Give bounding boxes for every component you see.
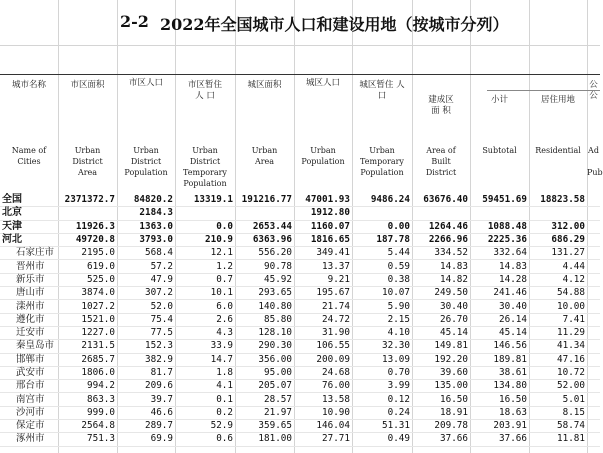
value-cell: 54.88 [529, 287, 587, 300]
value-cell: 18.91 [412, 406, 470, 419]
value-cell: 39.60 [412, 366, 470, 379]
value-cell: 2225.36 [470, 233, 529, 246]
value-cell: 84820.2 [117, 194, 175, 207]
value-cell: 131.27 [529, 247, 587, 260]
table-row [0, 340, 600, 353]
header-en-5: Urban Population [301, 146, 345, 166]
city-name-cell: 天津 [0, 220, 58, 233]
value-cell: 2685.7 [58, 353, 117, 366]
value-cell: 14.7 [175, 353, 235, 366]
header-en-4: Urban Area [251, 146, 278, 166]
value-cell: 18.63 [470, 406, 529, 419]
value-cell: 2653.44 [235, 220, 294, 233]
value-cell: 26.14 [470, 313, 529, 326]
value-cell-empty [587, 260, 600, 273]
table-row [0, 273, 600, 286]
table-row [0, 420, 600, 433]
value-cell: 356.00 [235, 353, 294, 366]
value-cell: 334.52 [412, 247, 470, 260]
value-cell: 200.09 [294, 353, 352, 366]
value-cell: 13.58 [294, 393, 352, 406]
value-cell: 1027.2 [58, 300, 117, 313]
subheader-rule [487, 90, 600, 91]
value-cell: 41.34 [529, 340, 587, 353]
value-cell-empty [587, 207, 600, 220]
value-cell: 146.04 [294, 420, 352, 433]
value-cell: 4.3 [175, 326, 235, 339]
table-number: 2-2 [120, 12, 149, 31]
table-row [0, 233, 600, 246]
value-cell: 5.90 [352, 300, 412, 313]
value-cell: 33.9 [175, 340, 235, 353]
value-cell-empty [587, 393, 600, 406]
value-cell: 3874.0 [58, 287, 117, 300]
header-cn-5: 城区人口 [305, 78, 340, 88]
value-cell: 45.14 [412, 326, 470, 339]
value-cell [58, 207, 117, 220]
value-cell-empty [587, 420, 600, 433]
value-cell: 30.40 [412, 300, 470, 313]
value-cell: 14.83 [470, 260, 529, 273]
table-row [0, 313, 600, 326]
value-cell: 0.7 [175, 273, 235, 286]
city-name-cell: 邯郸市 [0, 353, 58, 366]
header-en-3: Urban District Temporary Population [183, 146, 227, 188]
table-row [0, 406, 600, 419]
value-cell: 312.00 [529, 220, 587, 233]
value-cell: 77.5 [117, 326, 175, 339]
value-cell: 76.00 [294, 380, 352, 393]
value-cell: 106.55 [294, 340, 352, 353]
value-cell-empty [587, 287, 600, 300]
value-cell: 187.78 [352, 233, 412, 246]
value-cell-empty [587, 194, 600, 207]
value-cell [412, 207, 470, 220]
value-cell: 37.66 [470, 433, 529, 446]
value-cell: 1264.46 [412, 220, 470, 233]
value-cell: 8.15 [529, 406, 587, 419]
value-cell: 1.2 [175, 260, 235, 273]
table-row [0, 207, 600, 220]
value-cell-empty [587, 233, 600, 246]
value-cell: 21.74 [294, 300, 352, 313]
value-cell: 30.40 [470, 300, 529, 313]
value-cell: 686.29 [529, 233, 587, 246]
value-cell: 58.74 [529, 420, 587, 433]
value-cell: 751.3 [58, 433, 117, 446]
value-cell: 57.2 [117, 260, 175, 273]
value-cell: 0.12 [352, 393, 412, 406]
value-cell: 382.9 [117, 353, 175, 366]
value-cell: 5.44 [352, 247, 412, 260]
header-cn-9: 居住用地 [540, 95, 575, 105]
value-cell: 2564.8 [58, 420, 117, 433]
value-cell: 81.7 [117, 366, 175, 379]
value-cell: 0.1 [175, 393, 235, 406]
header-cn-7: 建成区 面 积 [428, 95, 454, 116]
value-cell-empty [587, 300, 600, 313]
value-cell-empty [587, 406, 600, 419]
value-cell: 0.70 [352, 366, 412, 379]
value-cell: 4.10 [352, 326, 412, 339]
value-cell: 4.1 [175, 380, 235, 393]
value-cell: 525.0 [58, 273, 117, 286]
value-cell: 1088.48 [470, 220, 529, 233]
table-row [0, 433, 600, 446]
value-cell: 16.50 [412, 393, 470, 406]
header-en-8: Subtotal [482, 146, 517, 155]
value-cell: 63676.40 [412, 194, 470, 207]
value-cell-empty [587, 313, 600, 326]
value-cell: 2.6 [175, 313, 235, 326]
value-cell: 10.1 [175, 287, 235, 300]
value-cell: 2371372.7 [58, 194, 117, 207]
value-cell: 189.81 [470, 353, 529, 366]
value-cell: 52.9 [175, 420, 235, 433]
value-cell: 149.81 [412, 340, 470, 353]
value-cell: 134.80 [470, 380, 529, 393]
value-cell: 32.30 [352, 340, 412, 353]
table-row [0, 326, 600, 339]
city-name-cell: 晋州市 [0, 260, 58, 273]
table-row [0, 300, 600, 313]
city-name-cell: 南宫市 [0, 393, 58, 406]
value-cell: 2195.0 [58, 247, 117, 260]
value-cell: 0.00 [352, 220, 412, 233]
city-name-cell: 迁安市 [0, 326, 58, 339]
value-cell: 0.2 [175, 406, 235, 419]
table-title: 2022年全国城市人口和建设用地（按城市分列） [160, 15, 509, 34]
value-cell: 140.80 [235, 300, 294, 313]
header-cn-2: 市区人口 [128, 78, 163, 88]
value-cell: 6363.96 [235, 233, 294, 246]
header-en-2: Urban District Population [124, 146, 168, 177]
city-name-cell: 北京 [0, 207, 58, 220]
value-cell: 191216.77 [235, 194, 294, 207]
value-cell: 47.9 [117, 273, 175, 286]
value-cell [352, 207, 412, 220]
table-row [0, 220, 600, 233]
value-cell: 4.44 [529, 260, 587, 273]
value-cell: 69.9 [117, 433, 175, 446]
value-cell: 209.78 [412, 420, 470, 433]
value-cell-empty [587, 340, 600, 353]
city-name-cell: 滦州市 [0, 300, 58, 313]
header-en-9: Residential [535, 146, 581, 155]
value-cell: 999.0 [58, 406, 117, 419]
value-cell: 14.82 [412, 273, 470, 286]
city-name-cell: 遵化市 [0, 313, 58, 326]
table-row [0, 393, 600, 406]
value-cell: 241.46 [470, 287, 529, 300]
value-cell: 209.6 [117, 380, 175, 393]
value-cell: 1227.0 [58, 326, 117, 339]
value-cell: 4.12 [529, 273, 587, 286]
value-cell: 9.21 [294, 273, 352, 286]
data-table [0, 194, 600, 447]
value-cell: 21.97 [235, 406, 294, 419]
value-cell-empty [587, 220, 600, 233]
value-cell: 192.20 [412, 353, 470, 366]
value-cell: 1363.0 [117, 220, 175, 233]
value-cell: 2184.3 [117, 207, 175, 220]
value-cell: 1806.0 [58, 366, 117, 379]
value-cell: 289.7 [117, 420, 175, 433]
value-cell: 349.41 [294, 247, 352, 260]
city-name-cell: 涿州市 [0, 433, 58, 446]
value-cell: 205.07 [235, 380, 294, 393]
value-cell: 59451.69 [470, 194, 529, 207]
value-cell: 128.10 [235, 326, 294, 339]
value-cell: 203.91 [470, 420, 529, 433]
value-cell: 18823.58 [529, 194, 587, 207]
header-cn-0: 城市名称 [11, 80, 46, 90]
value-cell: 994.2 [58, 380, 117, 393]
value-cell: 10.90 [294, 406, 352, 419]
value-cell: 7.41 [529, 313, 587, 326]
value-cell: 49720.8 [58, 233, 117, 246]
value-cell: 1912.80 [294, 207, 352, 220]
value-cell-empty [587, 326, 600, 339]
value-cell: 38.61 [470, 366, 529, 379]
table-row [0, 287, 600, 300]
header-cn-10: 公 公 [589, 80, 598, 101]
value-cell: 13.37 [294, 260, 352, 273]
value-cell: 90.78 [235, 260, 294, 273]
value-cell-empty [587, 380, 600, 393]
value-cell: 0.38 [352, 273, 412, 286]
value-cell: 307.2 [117, 287, 175, 300]
value-cell: 51.31 [352, 420, 412, 433]
value-cell: 47.16 [529, 353, 587, 366]
city-name-cell: 邢台市 [0, 380, 58, 393]
header-en-7: Area of Built District [425, 146, 457, 177]
value-cell: 11926.3 [58, 220, 117, 233]
city-name-cell: 唐山市 [0, 287, 58, 300]
city-name-cell: 石家庄市 [0, 247, 58, 260]
city-name-cell: 秦皇岛市 [0, 340, 58, 353]
value-cell: 10.00 [529, 300, 587, 313]
value-cell: 14.28 [470, 273, 529, 286]
value-cell: 14.83 [412, 260, 470, 273]
value-cell: 0.0 [175, 220, 235, 233]
value-cell: 11.81 [529, 433, 587, 446]
value-cell: 1160.07 [294, 220, 352, 233]
city-name-cell: 新乐市 [0, 273, 58, 286]
value-cell: 16.50 [470, 393, 529, 406]
header-en-0: Name of Cities [11, 146, 47, 166]
value-cell: 13.09 [352, 353, 412, 366]
city-name-cell: 保定市 [0, 420, 58, 433]
table-row [0, 366, 600, 379]
value-cell: 359.65 [235, 420, 294, 433]
value-cell: 3793.0 [117, 233, 175, 246]
value-cell: 5.01 [529, 393, 587, 406]
value-cell: 249.50 [412, 287, 470, 300]
city-name-cell: 沙河市 [0, 406, 58, 419]
value-cell: 2266.96 [412, 233, 470, 246]
value-cell: 24.72 [294, 313, 352, 326]
header-cn-3: 市区暂住 人 口 [187, 80, 222, 101]
value-cell: 12.1 [175, 247, 235, 260]
value-cell: 181.00 [235, 433, 294, 446]
value-cell: 52.00 [529, 380, 587, 393]
value-cell: 146.56 [470, 340, 529, 353]
value-cell: 52.0 [117, 300, 175, 313]
value-cell [529, 207, 587, 220]
value-cell [175, 207, 235, 220]
city-name-cell: 全国 [0, 194, 58, 207]
value-cell: 10.07 [352, 287, 412, 300]
table-row [0, 247, 600, 260]
value-cell: 75.4 [117, 313, 175, 326]
value-cell: 568.4 [117, 247, 175, 260]
value-cell: 0.24 [352, 406, 412, 419]
value-cell: 210.9 [175, 233, 235, 246]
value-cell: 6.0 [175, 300, 235, 313]
value-cell: 24.68 [294, 366, 352, 379]
value-cell: 195.67 [294, 287, 352, 300]
header-top-rule [0, 74, 600, 75]
value-cell: 0.6 [175, 433, 235, 446]
value-cell-empty [587, 353, 600, 366]
value-cell: 1816.65 [294, 233, 352, 246]
value-cell: 0.49 [352, 433, 412, 446]
header-en-6: Urban Temporary Population [360, 146, 404, 177]
header-cn-8: 小计 [490, 95, 508, 105]
table-row [0, 260, 600, 273]
table-row [0, 194, 600, 207]
value-cell-empty [587, 247, 600, 260]
value-cell: 0.59 [352, 260, 412, 273]
value-cell: 45.92 [235, 273, 294, 286]
value-cell: 9486.24 [352, 194, 412, 207]
value-cell: 293.65 [235, 287, 294, 300]
value-cell: 2131.5 [58, 340, 117, 353]
value-cell: 619.0 [58, 260, 117, 273]
table-row [0, 380, 600, 393]
value-cell: 46.6 [117, 406, 175, 419]
value-cell: 10.72 [529, 366, 587, 379]
value-cell: 11.29 [529, 326, 587, 339]
city-name-cell: 武安市 [0, 366, 58, 379]
value-cell [470, 207, 529, 220]
table-row [0, 353, 600, 366]
value-cell: 85.80 [235, 313, 294, 326]
value-cell: 39.7 [117, 393, 175, 406]
value-cell: 863.3 [58, 393, 117, 406]
value-cell: 135.00 [412, 380, 470, 393]
value-cell: 152.3 [117, 340, 175, 353]
header-cn-6: 城区暂住 人 口 [359, 80, 405, 101]
value-cell: 1521.0 [58, 313, 117, 326]
value-cell: 47001.93 [294, 194, 352, 207]
value-cell: 26.70 [412, 313, 470, 326]
grid-row-line [0, 45, 600, 46]
value-cell: 45.14 [470, 326, 529, 339]
value-cell: 290.30 [235, 340, 294, 353]
value-cell: 27.71 [294, 433, 352, 446]
value-cell: 95.00 [235, 366, 294, 379]
value-cell: 13319.1 [175, 194, 235, 207]
value-cell: 37.66 [412, 433, 470, 446]
header-en-10: Ad Pub [587, 146, 603, 177]
value-cell [235, 207, 294, 220]
value-cell: 332.64 [470, 247, 529, 260]
value-cell: 3.99 [352, 380, 412, 393]
header-cn-1: 市区面积 [70, 80, 105, 90]
value-cell: 556.20 [235, 247, 294, 260]
header-cn-4: 城区面积 [247, 80, 282, 90]
value-cell-empty [587, 433, 600, 446]
value-cell-empty [587, 366, 600, 379]
value-cell: 31.90 [294, 326, 352, 339]
value-cell: 28.57 [235, 393, 294, 406]
value-cell: 2.15 [352, 313, 412, 326]
value-cell: 1.8 [175, 366, 235, 379]
header-en-1: Urban District Area [72, 146, 103, 177]
city-name-cell: 河北 [0, 233, 58, 246]
value-cell-empty [587, 273, 600, 286]
